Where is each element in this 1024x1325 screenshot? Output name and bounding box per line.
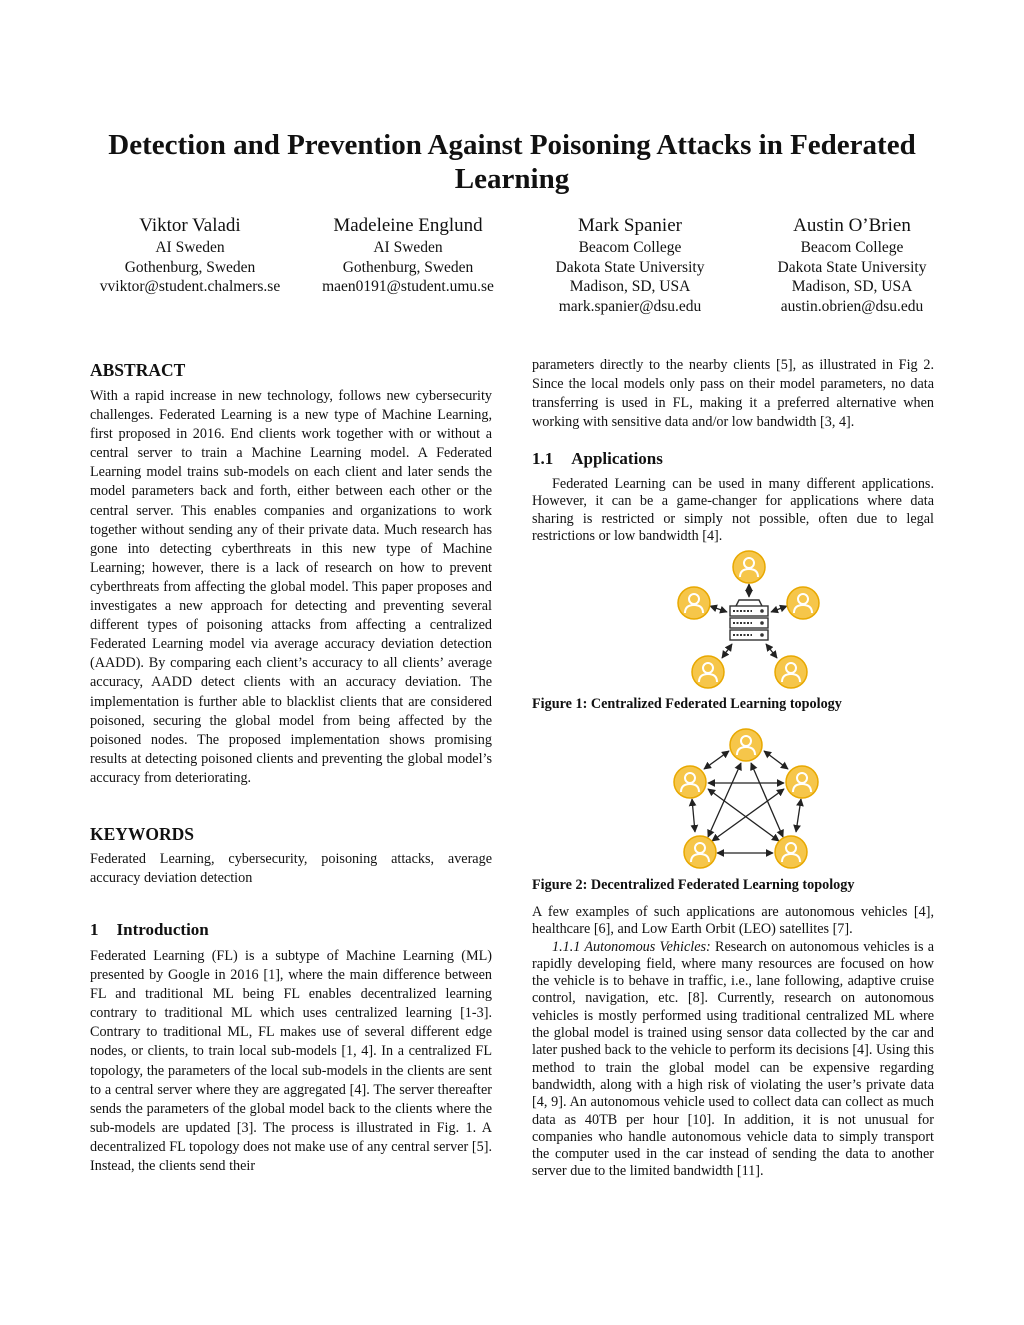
subsection-label: 1.1.1 Autonomous Vehicles: bbox=[552, 938, 711, 955]
intro-heading bbox=[90, 920, 209, 940]
author-location: Madison, SD, USA bbox=[569, 278, 691, 295]
client-icon bbox=[786, 766, 818, 798]
keywords-text bbox=[90, 850, 492, 888]
client-icon bbox=[678, 587, 710, 619]
keywords-heading: KEYWORDS bbox=[90, 824, 195, 844]
author-name: Madeleine Englund bbox=[333, 215, 483, 236]
autonomous-vehicles-paragraph bbox=[532, 939, 934, 1181]
intro-continued-paragraph: parameters directly to the nearby clients [5], as illustrated in Fig 2. Since the local models only pass on their model parameters, no data transferring is used in FL, making it a preferred alternative when working with sensitive data and/or low bandwidth [3, 4]. bbox=[532, 357, 934, 431]
author-email: austin.obrien@dsu.edu bbox=[780, 297, 924, 315]
author-affiliation: AI Sweden bbox=[373, 239, 443, 256]
abstract-text bbox=[90, 387, 492, 788]
client-icon bbox=[674, 766, 706, 798]
author-block-4 bbox=[752, 214, 952, 316]
author-affiliation: Beacom College bbox=[578, 239, 682, 256]
intro-text bbox=[90, 947, 492, 1176]
author-block-3 bbox=[530, 214, 730, 316]
author-location: Gothenburg, Sweden bbox=[342, 258, 474, 276]
author-university: Dakota State University bbox=[777, 258, 927, 276]
paper-title: Detection and Prevention Against Poisoning Attacks in Federated Learning bbox=[108, 129, 916, 195]
examples-paragraph: A few examples of such applications are autonomous vehicles [4], healthcare [6], and Low Earth Orbit (LEO) satellites [7]. bbox=[532, 904, 934, 938]
section-number: 1.1 bbox=[532, 449, 554, 468]
section-number: 1 bbox=[90, 920, 99, 939]
abstract-paragraph: With a rapid increase in new technology, follows new cybersecurity challenges. Federated Learning is a new type of Machine Learning, first proposed in 2016. End clients work together with or without a central server to train a Machine Learning model. A Federated Learning model trains sub-models on each client and later sends the model parameters back and forth, either between each other or the central server. This enables companies and organizations to work together without sending any of their private data. Much research has gone into detecting cyberthreats in this new type of Machine Learning; however, there is a lack of research on how to prevent cyberthreats from affecting the global model. This paper proposes and investigates a new approach for detecting and preventing several different types of poisoning attacks from affecting a centralized Federated Learning model via average accuracy deviation detection (AADD). By comparing each client’s accuracy to all clients’ average accuracy, AADD detect clients with an accuracy deviation. The implementation is further able to blacklist clients that are considered poisoned, securing the global model from being affected by the poisoned nodes. The proposed implementation shows promising results at detecting poisoned clients and preventing the global model’s accuracy from deteriorating. bbox=[90, 388, 492, 786]
client-icon bbox=[730, 729, 762, 761]
applications-text bbox=[532, 476, 934, 545]
figure-1-centralized-topology bbox=[672, 548, 832, 690]
client-icon bbox=[775, 836, 807, 868]
figure-2-decentralized-topology bbox=[668, 725, 828, 873]
author-block-2 bbox=[308, 214, 508, 297]
author-block-1 bbox=[90, 214, 290, 297]
intro-paragraph: Federated Learning (FL) is a subtype of Machine Learning (ML) presented by Google in 2016 [1], where the main difference between FL and traditional ML being FL enables decentralized learning contrary to traditional ML which uses centralized learning [1-3]. Contrary to traditional ML, FL makes use of several different edge nodes, or clients, to train local sub-models [1, 4]. In a centralized FL topology, the parameters of the local sub-models in the clients are sent to a central server where they are aggregated [4]. The server thereafter sends the parameters of the global model back to the clients where the sub-models are updated [3]. The process is illustrated in Fig. 1. A decentralized FL topology does not make use of any central server [5]. Instead, the clients send their bbox=[90, 948, 492, 1175]
author-email: mark.spanier@dsu.edu bbox=[558, 297, 702, 315]
author-email: vviktor@student.chalmers.se bbox=[99, 278, 281, 295]
keywords-paragraph: Federated Learning, cybersecurity, poisoning attacks, average accuracy deviation detection bbox=[90, 851, 492, 887]
server-icon bbox=[730, 600, 768, 640]
client-icon bbox=[787, 587, 819, 619]
applications-paragraph: Federated Learning can be used in many different applications. However, it can be a game-changer for applications where data sharing is restricted or simply not possible, often due to legal restrictions or low bandwidth [4]. bbox=[532, 476, 934, 544]
author-location: Gothenburg, Sweden bbox=[124, 258, 256, 276]
author-name: Austin O’Brien bbox=[793, 215, 911, 236]
figure-2-caption: Figure 2: Decentralized Federated Learning topology bbox=[532, 877, 855, 893]
autonomous-vehicles-text: Research on autonomous vehicles is a rapidly developing field, where many resources are focused on how the vehicle is to behave in traffic, i.e., lane following, adaptive cruise control, navigation, etc. [8]. Currently, research on autonomous vehicles is mostly performed using traditional centralized ML where the global model is trained using sensor data collected by the car and later pushed back to the vehicle to perform its decisions [4]. Using this method to train the global model can be expensive regarding bandwidth, along with a high risk of violating the user’s private data [4, 9]. An autonomous vehicle used to collect data can collect as much data as 40TB per hour [10]. In addition, it is not unusual for companies who handle autonomous vehicle data to simply transport the computer used in the car instead of sending the data to another server due to the limited bandwidth [11]. bbox=[532, 938, 935, 1180]
author-name: Viktor Valadi bbox=[139, 215, 241, 236]
section-title: Applications bbox=[571, 449, 663, 468]
section-title: Introduction bbox=[116, 920, 209, 939]
author-affiliation: AI Sweden bbox=[155, 239, 225, 256]
author-name: Mark Spanier bbox=[578, 215, 682, 236]
abstract-heading: ABSTRACT bbox=[90, 360, 186, 380]
figure-1-caption: Figure 1: Centralized Federated Learning topology bbox=[532, 696, 842, 712]
client-icon bbox=[692, 656, 724, 688]
author-affiliation: Beacom College bbox=[800, 239, 904, 256]
client-icon bbox=[733, 551, 765, 583]
right-intro-text bbox=[532, 356, 934, 432]
author-location: Madison, SD, USA bbox=[791, 278, 913, 295]
author-email: maen0191@student.umu.se bbox=[322, 278, 494, 295]
client-icon bbox=[684, 836, 716, 868]
client-icon bbox=[775, 656, 807, 688]
applications-heading bbox=[532, 449, 663, 469]
examples-text bbox=[532, 904, 934, 1181]
author-university: Dakota State University bbox=[555, 258, 705, 276]
